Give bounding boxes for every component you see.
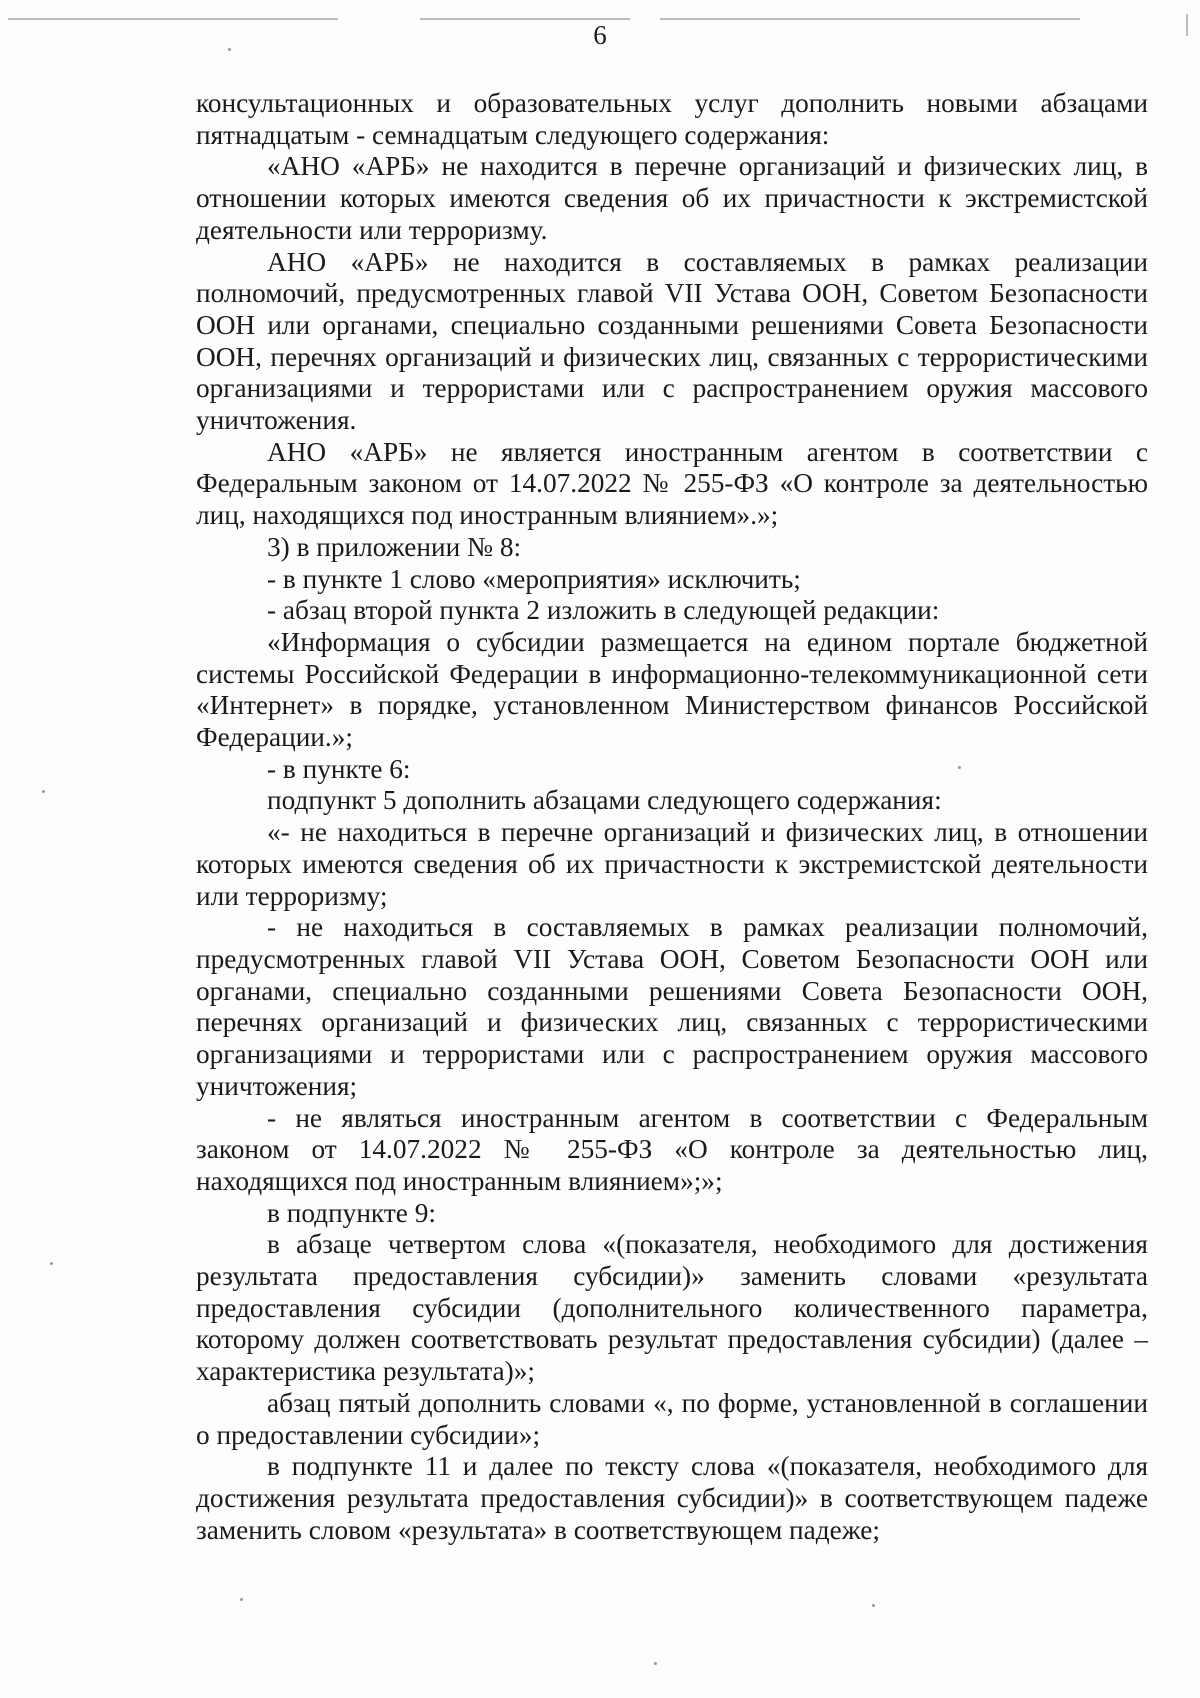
paragraph: подпункт 5 дополнить абзацами следующего содержания: xyxy=(267,785,942,816)
page-number: 6 xyxy=(593,20,607,50)
paragraph: абзац пятый дополнить словами «, по форме, установленной в соглашении о предоставлении субсидии»; xyxy=(196,1387,1148,1450)
paragraph: «- не находиться в перечне организаций и физических лиц, в отношении которых имеются сведения об их причастности к экстремистской деятельности или терроризму; xyxy=(196,817,1148,911)
paragraph: 3) в приложении № 8: xyxy=(267,531,522,562)
paragraph: консультационных и образовательных услуг дополнить новыми абзацами пятнадцатым - семнадцатым следующего содержания: xyxy=(196,88,1148,150)
scan-speck xyxy=(958,766,961,769)
scan-speck xyxy=(42,790,45,793)
scan-speck xyxy=(240,1598,243,1601)
paragraph: АНО «АРБ» не находится в составляемых в рамках реализации полномочий, предусмотренных главой VII Устава ООН, Советом Безопасности ООН или органами, специально созданными решениями Совета Безопасности ООН, перечнях организаций и физических лиц, связанных с террористическими организациями и террористами или с распространением оружия массового уничтожения. xyxy=(196,246,1148,436)
paragraph: - в пункте 6: xyxy=(267,753,411,784)
paragraph: в подпункте 11 и далее по тексту слова «(показателя, необходимого для достижения результата предоставления субсидии)» в соответствующем падеже заменить словом «результата» в соответствующем падеже; xyxy=(196,1451,1148,1545)
document-body xyxy=(196,88,1148,1546)
scan-speck xyxy=(872,1604,875,1607)
scan-speck xyxy=(654,1662,657,1665)
paragraph: АНО «АРБ» не является иностранным агентом в соответствии с Федеральным законом от 14.07.2022 № 255-ФЗ «О контроле за деятельностью лиц, находящихся под иностранным влиянием».»; xyxy=(196,436,1148,531)
paragraph: - абзац второй пункта 2 изложить в следующей редакции: xyxy=(267,595,940,626)
paragraph: - в пункте 1 слово «мероприятия» исключить; xyxy=(267,563,801,594)
paragraph: «АНО «АРБ» не находится в перечне организаций и физических лиц, в отношении которых имеются сведения об их причастности к экстремистской деятельности или терроризму. xyxy=(196,151,1148,245)
paragraph: - не находиться в составляемых в рамках реализации полномочий, предусмотренных главой VII Устава ООН, Советом Безопасности ООН или органами, специально созданными решениями Совета Безопасности ООН, перечнях организаций и физических лиц, связанных с террористическими организациями и террористами или с распространением оружия массового уничтожения; xyxy=(196,912,1148,1101)
paragraph: в абзаце четвертом слова «(показателя, необходимого для достижения результата предоставления субсидии)» заменить словами «результата предоставления субсидии (дополнительного количественного параметра, которому должен соответствовать результат предоставления субсидии) (далее – характеристика результата)»; xyxy=(196,1229,1148,1387)
paragraph: в подпункте 9: xyxy=(267,1197,436,1228)
scan-speck xyxy=(228,48,231,51)
paragraph: «Информация о субсидии размещается на едином портале бюджетной системы Российской Федерации в информационно-телекоммуникационной сети «Интернет» в порядке, установленном Министерством финансов Российской Федерации.»; xyxy=(196,626,1148,753)
scan-speck xyxy=(50,1262,53,1265)
paragraph: - не являться иностранным агентом в соответствии с Федеральным законом от 14.07.2022 № 255-ФЗ «О контроле за деятельностью лиц, находящихся под иностранным влиянием»;»; xyxy=(196,1102,1148,1196)
